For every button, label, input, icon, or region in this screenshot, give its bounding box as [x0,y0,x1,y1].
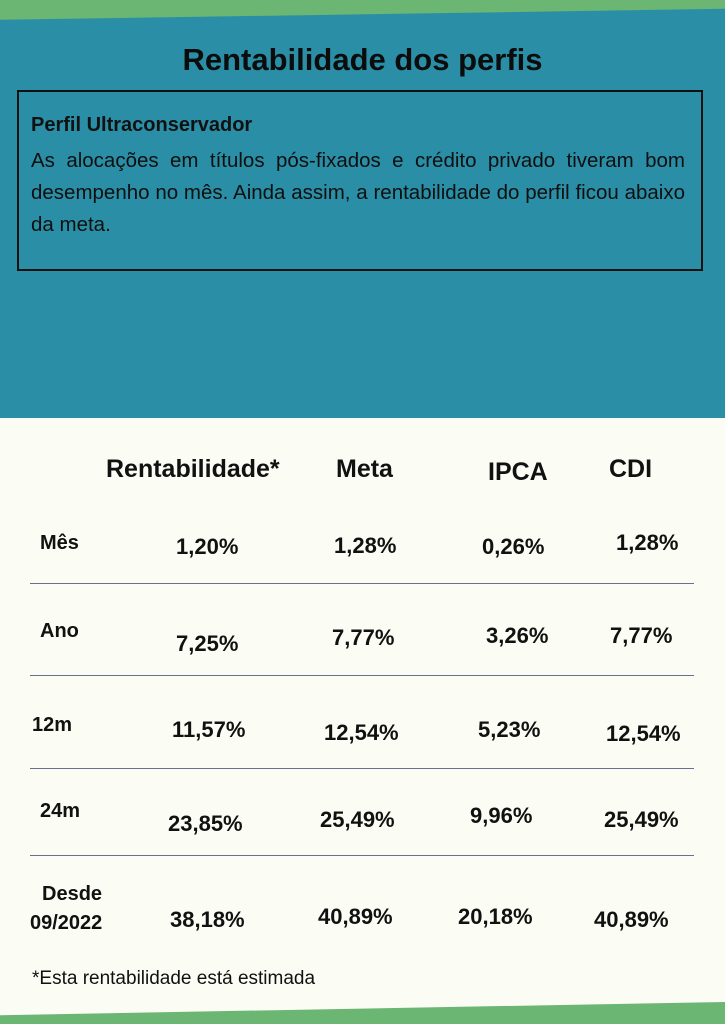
row-label-24m: 24m [40,800,81,822]
row-divider [30,583,694,584]
header-rentabilidade: Rentabilidade* [106,455,280,483]
cell-24m-cdi: 25,49% [604,807,679,832]
footnote: *Esta rentabilidade está estimada [32,968,316,989]
cell-12m-meta: 12,54% [324,720,399,745]
cell-ano-ipca: 3,26% [486,623,549,648]
header-cdi: CDI [609,455,653,483]
cell-12m-rentabilidade: 11,57% [172,717,246,742]
row-label-ano: Ano [40,620,79,642]
row-divider [30,855,694,856]
profile-description: As alocações em títulos pós-fixados e crédito privado tiveram bom desempenho no mês. Ainda assim, a rentabilidade do perfil ficou abaixo da meta. [31,149,685,236]
cell-24m-ipca: 9,96% [470,803,533,828]
row-label-desde: Desde [42,883,103,905]
row-divider [30,675,694,676]
profile-info-box [17,90,703,271]
page-title: Rentabilidade dos perfis [182,42,543,77]
cell-mes-ipca: 0,26% [482,534,545,559]
header-ipca: IPCA [488,458,548,486]
cell-ano-cdi: 7,77% [610,623,673,648]
row-divider [30,768,694,769]
cell-desde-cdi: 40,89% [594,907,669,932]
cell-desde-meta: 40,89% [318,904,393,929]
cell-mes-rentabilidade: 1,20% [176,534,239,559]
cell-ano-rentabilidade: 7,25% [176,631,239,656]
cell-12m-cdi: 12,54% [606,721,681,746]
cell-24m-meta: 25,49% [320,807,395,832]
bottom-stripe [0,1002,725,1024]
cell-desde-rentabilidade: 38,18% [170,907,245,932]
cell-ano-meta: 7,77% [332,625,395,650]
row-label-desde-date: 09/2022 [30,912,103,934]
cell-24m-rentabilidade: 23,85% [168,811,243,836]
cell-12m-ipca: 5,23% [478,717,541,742]
row-label-12m: 12m [32,714,73,736]
cell-mes-meta: 1,28% [334,533,397,558]
profile-heading: Perfil Ultraconservador [31,114,253,136]
row-label-mes: Mês [40,532,79,554]
cell-desde-ipca: 20,18% [458,904,533,929]
header-meta: Meta [336,455,393,483]
cell-mes-cdi: 1,28% [616,530,679,555]
